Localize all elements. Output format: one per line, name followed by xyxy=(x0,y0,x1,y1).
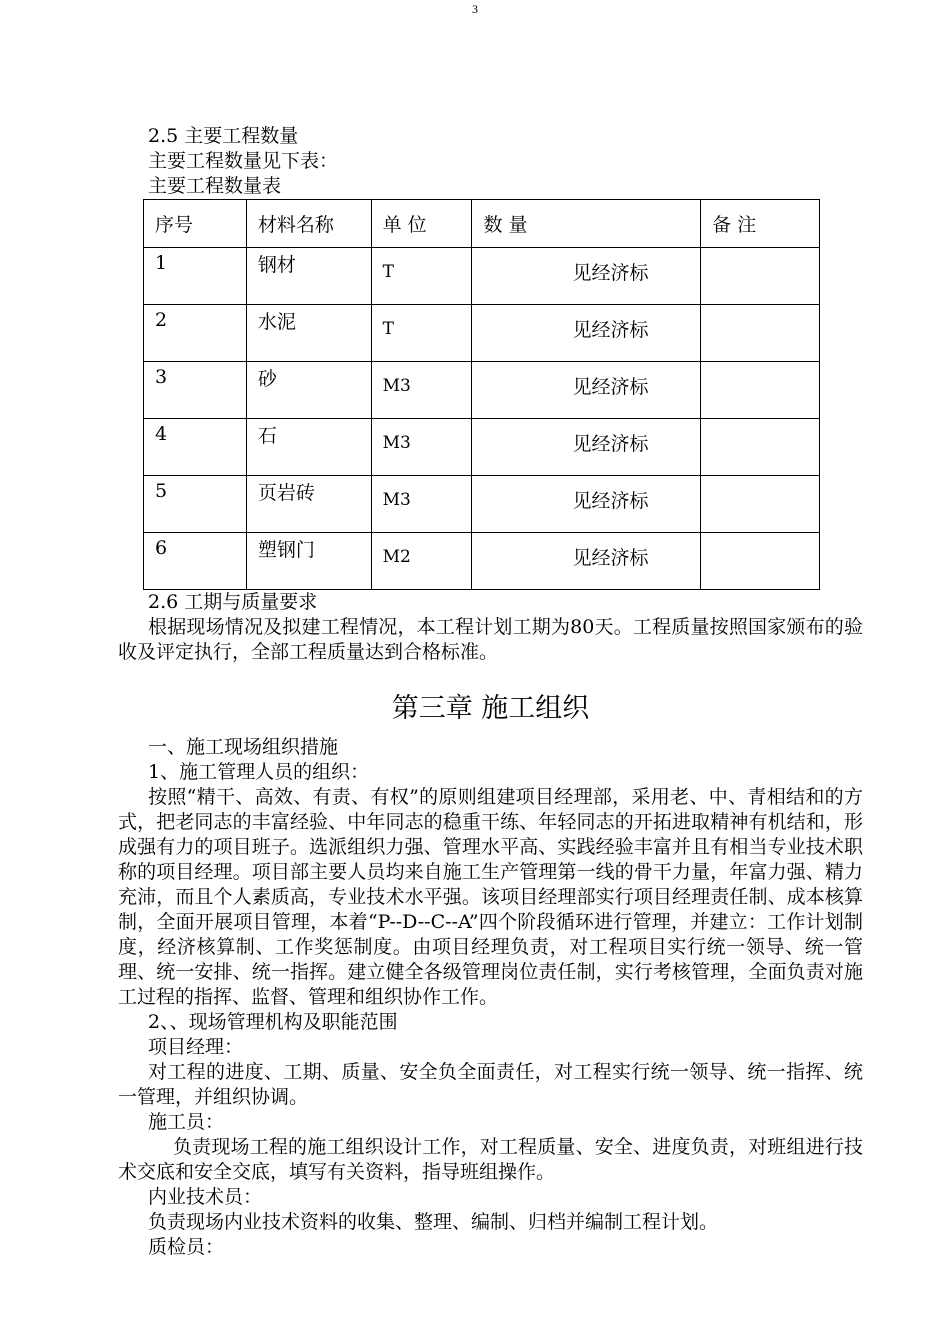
cell-material: 砂 xyxy=(246,362,371,419)
cell-index: 1 xyxy=(144,248,247,305)
cell-unit: M3 xyxy=(371,419,472,476)
cell-index: 5 xyxy=(144,476,247,533)
table-row xyxy=(144,305,820,362)
cell-material: 钢材 xyxy=(246,248,371,305)
cell-remark xyxy=(701,476,820,533)
subheading-site-organization: 一、施工现场组织措施 xyxy=(148,736,339,758)
cell-remark xyxy=(701,533,820,590)
cell-unit: M3 xyxy=(371,362,472,419)
cell-quantity: 见经济标 xyxy=(472,248,701,305)
role-label-site-engineer: 施工员： xyxy=(148,1111,225,1133)
paragraph-staff-organization: 按照“精干、高效、有责、有权”的原则组建项目经理部，采用老、中、青相结和的方式，把老同志的丰富经验、中年同志的稳重干练、年轻同志的开拓进取精神有机结和，形成强有力的项目班子。选派组织力强、管理水平高、实践经验丰富并且有相当专业技术职称的项目经理。项目部主要人员均来自施工生产管理第一线的骨干力量，年富力强、精力充沛，而且个人素质高，专业技术水平强。该项目经理部实行项目经理责任制、成本核算制，全面开展项目管理，本着“P--D--C--A”四个阶段循环进行管理，并建立：工作计划制度，经济核算制、工作奖惩制度。由项目经理负责，对工程项目实行统一领导、统一管理、统一安排、统一指挥。建立健全各级管理岗位责任制，实行考核管理，全面负责对施工过程的指挥、监督、管理和组织协作工作。 xyxy=(118,786,863,1008)
cell-index: 2 xyxy=(144,305,247,362)
subheading-management-structure: 2、、现场管理机构及职能范围 xyxy=(148,1011,398,1033)
cell-quantity: 见经济标 xyxy=(472,476,701,533)
role-desc-project-manager: 对工程的进度、工期、质量、安全负全面责任，对工程实行统一领导、统一指挥、统一管理，并组织协调。 xyxy=(118,1061,863,1108)
table-row xyxy=(144,248,820,305)
table-row xyxy=(144,362,820,419)
role-desc-site-engineer: 负责现场工程的施工组织设计工作，对工程质量、安全、进度负责，对班组进行技术交底和安全交底，填写有关资料，指导班组操作。 xyxy=(118,1136,863,1183)
subheading-staff-organization: 1、施工管理人员的组织： xyxy=(148,761,370,783)
cell-unit: T xyxy=(371,305,472,362)
quantity-table xyxy=(143,199,820,590)
cell-quantity: 见经济标 xyxy=(472,362,701,419)
section-2-6-heading: 2.6 工期与质量要求 xyxy=(148,591,318,613)
document-body xyxy=(118,124,863,1260)
section-2-5-heading: 2.5 主要工程数量 xyxy=(148,125,299,147)
header-cell: 序号 xyxy=(144,200,247,248)
cell-material: 水泥 xyxy=(246,305,371,362)
role-desc-technician: 负责现场内业技术资料的收集、整理、编制、归档并编制工程计划。 xyxy=(148,1211,719,1233)
header-cell: 单 位 xyxy=(371,200,472,248)
cell-index: 6 xyxy=(144,533,247,590)
section-2-5-intro: 主要工程数量见下表： xyxy=(148,150,339,172)
table-header-row xyxy=(144,200,820,248)
role-label-technician: 内业技术员： xyxy=(148,1186,263,1208)
cell-material: 塑钢门 xyxy=(246,533,371,590)
header-cell: 备 注 xyxy=(701,200,820,248)
header-cell: 数 量 xyxy=(472,200,701,248)
chapter-title: 第三章 施工组织 xyxy=(391,693,590,724)
cell-remark xyxy=(701,419,820,476)
header-cell: 材料名称 xyxy=(246,200,371,248)
table-row xyxy=(144,476,820,533)
cell-remark xyxy=(701,305,820,362)
cell-unit: M3 xyxy=(371,476,472,533)
cell-quantity: 见经济标 xyxy=(472,305,701,362)
table-row xyxy=(144,419,820,476)
page-number: 3 xyxy=(472,2,478,16)
cell-material: 石 xyxy=(246,419,371,476)
cell-index: 3 xyxy=(144,362,247,419)
cell-unit: T xyxy=(371,248,472,305)
cell-index: 4 xyxy=(144,419,247,476)
cell-quantity: 见经济标 xyxy=(472,533,701,590)
cell-material: 页岩砖 xyxy=(246,476,371,533)
table-row xyxy=(144,533,820,590)
role-label-quality-inspector: 质检员： xyxy=(148,1236,225,1258)
cell-remark xyxy=(701,362,820,419)
table-title: 主要工程数量表 xyxy=(148,175,282,197)
role-label-project-manager: 项目经理： xyxy=(148,1036,244,1058)
cell-remark xyxy=(701,248,820,305)
cell-unit: M2 xyxy=(371,533,472,590)
section-2-6-body: 根据现场情况及拟建工程情况，本工程计划工期为80天。工程质量按照国家颁布的验收及评定执行，全部工程质量达到合格标准。 xyxy=(118,616,863,663)
cell-quantity: 见经济标 xyxy=(472,419,701,476)
